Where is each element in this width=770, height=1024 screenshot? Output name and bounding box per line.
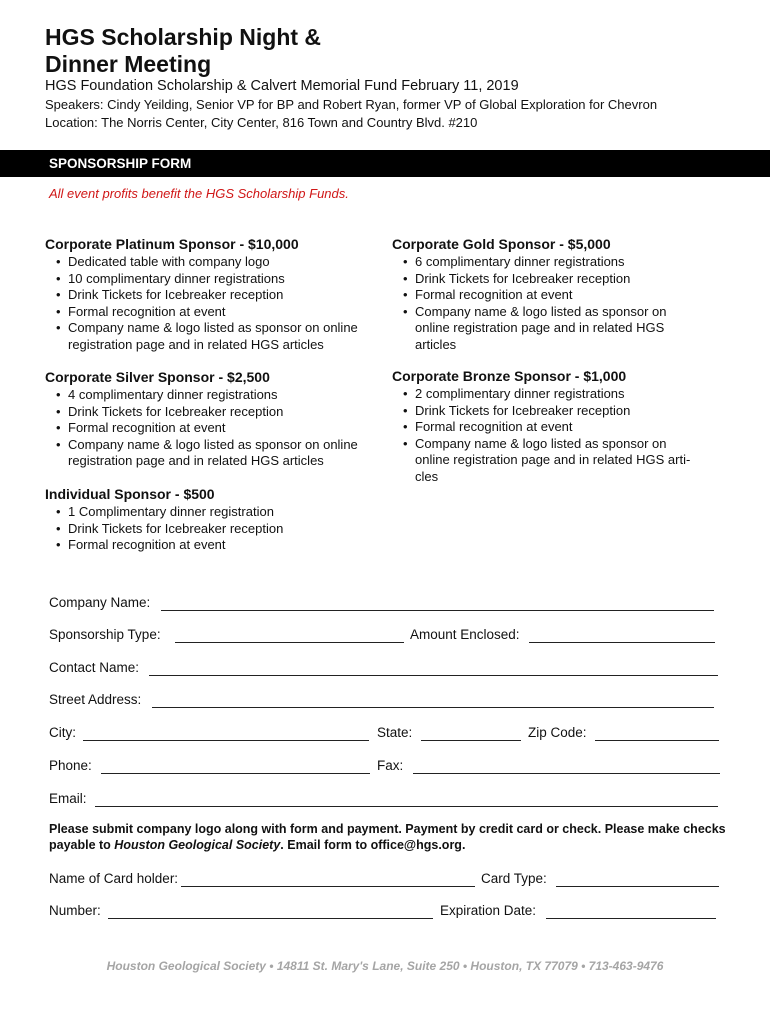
benefit-item: • Drink Tickets for Icebreaker reception [392,271,692,288]
sponsorship-type-field[interactable] [175,642,404,643]
tier-bronze [392,368,692,485]
contact-name-row [49,660,719,678]
street-address-field[interactable] [152,707,714,708]
submit-text-1: Please submit company logo along with form and payment. Payment by credit card or check. Please make checks payable to [49,822,726,852]
street-address-row [49,692,719,710]
email-row [49,791,719,809]
expiration-date-field[interactable] [546,918,716,919]
card-number-row [49,903,719,921]
benefit-item: • Formal recognition at event [392,287,692,304]
contact-name-field[interactable] [149,675,718,676]
contact-name-label: Contact Name: [49,660,140,675]
benefit-item: • 1 Complimentary dinner registration [45,504,385,521]
benefit-item: • 10 complimentary dinner registrations [45,271,385,288]
card-number-field[interactable] [108,918,433,919]
tier-title: Corporate Silver Sponsor - $2,500 [45,369,270,385]
fax-field[interactable] [413,773,720,774]
tier-benefits [45,504,385,554]
amount-enclosed-field[interactable] [529,642,715,643]
benefit-item: • 4 complimentary dinner registrations [45,387,385,404]
tier-benefits [392,386,692,485]
zip-code-label: Zip Code: [528,725,587,740]
state-field[interactable] [421,740,521,741]
benefit-item: • Drink Tickets for Icebreaker reception [392,403,692,420]
company-name-label: Company Name: [49,595,151,610]
benefit-item: • Company name & logo listed as sponsor on online registration page and in related HGS articles [392,304,692,354]
benefit-item: • Company name & logo listed as sponsor on online registration page and in related HGS articles [45,320,385,353]
benefit-item: • 6 complimentary dinner registrations [392,254,692,271]
city-field[interactable] [83,740,369,741]
city-state-zip-row [49,725,719,743]
page-title [45,24,465,78]
zip-code-field[interactable] [595,740,719,741]
tier-benefits [392,254,692,353]
title-line-2: Dinner Meeting [45,51,212,77]
card-type-label: Card Type: [481,871,547,886]
benefit-item: • Formal recognition at event [392,419,692,436]
speakers-line: Speakers: Cindy Yeilding, Senior VP for BP and Robert Ryan, former VP of Global Exploration for Chevron [45,97,658,112]
tier-platinum [45,236,385,353]
tier-title: Corporate Platinum Sponsor - $10,000 [45,236,299,252]
benefit-item: • Drink Tickets for Icebreaker reception [45,404,385,421]
benefit-item: • Formal recognition at event [45,304,385,321]
benefit-item: • 2 complimentary dinner registrations [392,386,692,403]
expiration-date-label: Expiration Date: [440,903,537,918]
tier-gold [392,236,692,353]
submit-instructions [49,822,729,853]
tier-title: Corporate Gold Sponsor - $5,000 [392,236,611,252]
profits-note: All event profits benefit the HGS Scholarship Funds. [49,186,349,201]
state-label: State: [377,725,413,740]
benefit-item: • Company name & logo listed as sponsor on online registration page and in related HGS articles [45,437,385,470]
company-name-field[interactable] [161,610,714,611]
benefit-item: • Company name & logo listed as sponsor on online registration page and in related HGS arti-cles [392,436,692,486]
footer-address: Houston Geological Society • 14811 St. Mary's Lane, Suite 250 • Houston, TX 77079 • 713-463-9476 [106,959,664,973]
city-label: City: [49,725,76,740]
benefit-item: • Drink Tickets for Icebreaker reception [45,521,385,538]
tier-benefits [45,254,385,353]
title-line-1: HGS Scholarship Night & [45,24,322,50]
event-subtitle: HGS Foundation Scholarship & Calvert Memorial Fund February 11, 2019 [45,78,519,94]
benefit-item: • Formal recognition at event [45,537,385,554]
tier-title: Individual Sponsor - $500 [45,486,215,502]
benefit-item: • Formal recognition at event [45,420,385,437]
fax-label: Fax: [377,758,404,773]
section-bar [0,150,770,177]
submit-text-2: . Email form to office@hgs.org. [280,837,466,852]
email-field[interactable] [95,806,718,807]
tier-individual [45,486,385,554]
street-address-label: Street Address: [49,692,142,707]
company-name-row [49,595,719,613]
payee-name: Houston Geological Society [114,837,281,852]
phone-label: Phone: [49,758,92,773]
phone-fax-row [49,758,719,776]
card-holder-field[interactable] [181,886,475,887]
tier-title: Corporate Bronze Sponsor - $1,000 [392,368,627,384]
card-type-field[interactable] [556,886,719,887]
sponsorship-type-label: Sponsorship Type: [49,627,161,642]
email-label: Email: [49,791,87,806]
benefit-item: • Drink Tickets for Icebreaker reception [45,287,385,304]
card-holder-label: Name of Card holder: [49,871,179,886]
section-bar-label: SPONSORSHIP FORM [49,156,192,171]
card-number-label: Number: [49,903,101,918]
tier-silver [45,369,385,470]
sponsorship-row [49,627,719,645]
tier-benefits [45,387,385,470]
phone-field[interactable] [101,773,370,774]
location-line: Location: The Norris Center, City Center, 816 Town and Country Blvd. #210 [45,115,478,130]
amount-enclosed-label: Amount Enclosed: [410,627,520,642]
benefit-item: • Dedicated table with company logo [45,254,385,271]
card-holder-row [49,871,719,889]
